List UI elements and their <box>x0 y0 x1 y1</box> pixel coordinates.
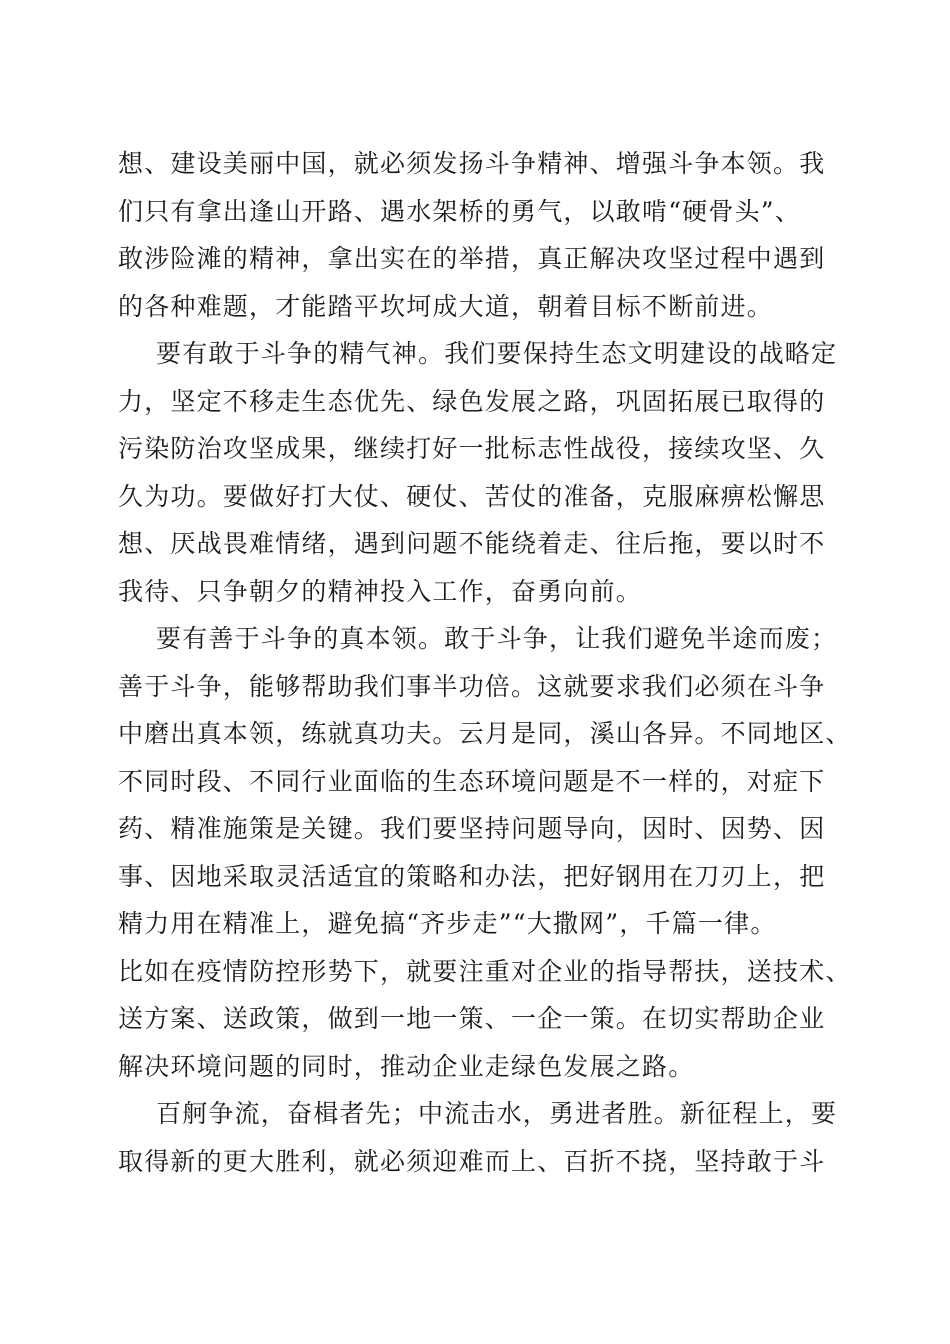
text-line: 的各种难题，才能踏平坎坷成大道，朝着目标不断前进。 <box>118 291 774 321</box>
text-line: 解决环境问题的同时，推动企业走绿色发展之路。 <box>118 1051 695 1081</box>
text-line: 精力用在精准上，避免搞“齐步走”“大撒网”，千篇一律。 <box>118 909 777 938</box>
document-body <box>118 140 852 1185</box>
paragraph-first-line: 要有善于斗争的真本领。敢于斗争，让我们避免半途而废； <box>156 624 838 653</box>
text-line: 想、建设美丽中国，就必须发扬斗争精神、增强斗争本领。我 <box>118 149 826 178</box>
text-line: 善于斗争，能够帮助我们事半功倍。这就要求我们必须在斗争 <box>118 671 826 701</box>
text-line: 污染防治攻坚成果，继续打好一批标志性战役，接续攻坚、久 <box>118 434 826 463</box>
text-line: 不同时段、不同行业面临的生态环境问题是不一样的，对症下 <box>118 766 826 796</box>
text-line: 比如在疫情防控形势下，就要注重对企业的指导帮扶，送技术、 <box>118 956 852 986</box>
paragraph-first-line: 百舸争流，奋楫者先；中流击水，勇进者胜。新征程上，要 <box>156 1099 838 1128</box>
text-line: 敢涉险滩的精神，拿出实在的举措，真正解决攻坚过程中遇到 <box>118 244 826 273</box>
text-line: 久为功。要做好打大仗、硬仗、苦仗的准备，克服麻痹松懈思 <box>118 481 826 511</box>
text-line: 中磨出真本领，练就真功夫。云月是同，溪山各异。不同地区、 <box>118 719 852 748</box>
text-line: 取得新的更大胜利，就必须迎难而上、百折不挠，坚持敢于斗 <box>118 1146 826 1176</box>
text-line: 我待、只争朝夕的精神投入工作，奋勇向前。 <box>118 576 643 606</box>
text-line: 力，坚定不移走生态优先、绿色发展之路，巩固拓展已取得的 <box>118 386 826 416</box>
text-line: 们只有拿出逢山开路、遇水架桥的勇气，以敢啃“硬骨头”、 <box>118 196 801 226</box>
text-line: 药、精准施策是关键。我们要坚持问题导向，因时、因势、因 <box>118 814 826 843</box>
text-line: 事、因地采取灵活适宜的策略和办法，把好钢用在刀刃上，把 <box>118 861 826 891</box>
text-line: 想、厌战畏难情绪，遇到问题不能绕着走、往后拖，要以时不 <box>118 529 826 558</box>
paragraph-first-line: 要有敢于斗争的精气神。我们要保持生态文明建设的战略定 <box>156 339 838 368</box>
text-line: 送方案、送政策，做到一地一策、一企一策。在切实帮助企业 <box>118 1004 826 1033</box>
